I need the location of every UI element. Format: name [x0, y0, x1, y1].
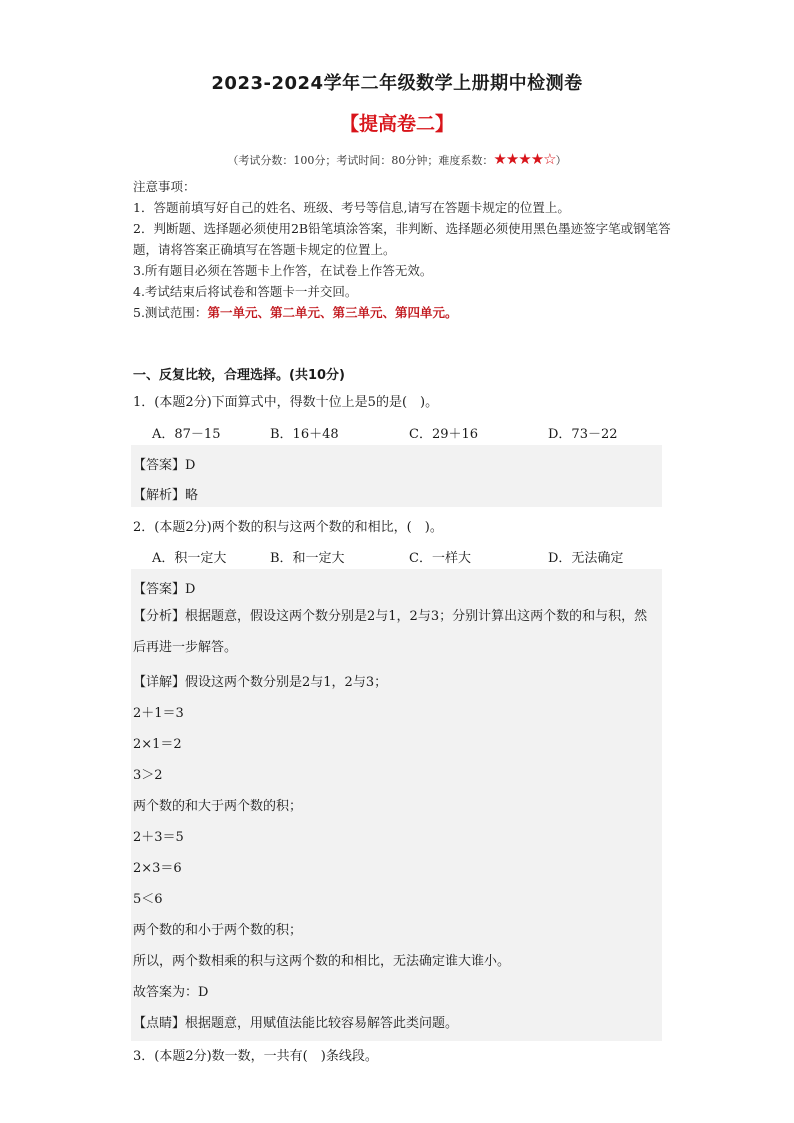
detail-line: 故答案为：D — [133, 985, 209, 1000]
detail-line: 2×3＝6 — [133, 861, 182, 876]
detail-line: 【点睛】根据题意，用赋值法能比较容易解答此类问题。 — [133, 1016, 459, 1031]
detail-line: 所以，两个数相乘的积与这两个数的和相比，无法确定谁大谁小。 — [133, 954, 511, 969]
notes-item: 1．答题前填写好自己的姓名、班级、考号等信息,请写在答题卡规定的位置上。 — [133, 200, 570, 215]
detail-line: 两个数的和大于两个数的积； — [133, 799, 303, 814]
meta-suffix: ） — [555, 154, 567, 167]
detail-line: 2×1＝2 — [133, 737, 182, 752]
option-b: B．和一定大 — [270, 551, 345, 566]
question-1-answer-block — [131, 445, 662, 507]
notes-scope — [133, 302, 673, 323]
answer-text: 【答案】D — [133, 582, 196, 597]
question-3-stem: 3．(本题2分)数一数，一共有( )条线段。 — [133, 1049, 378, 1064]
question-1-stem: 1．(本题2分)下面算式中，得数十位上是5的是( )。 — [133, 395, 439, 410]
notes-item: 3.所有题目必须在答题卡上作答，在试卷上作答无效。 — [133, 263, 433, 278]
option-a: A．积一定大 — [152, 551, 227, 566]
scope-value: 第一单元、第二单元、第三单元、第四单元。 — [207, 305, 458, 320]
section-title: 一、反复比较，合理选择。(共10分) — [133, 368, 345, 383]
option-b: B．16＋48 — [270, 427, 339, 442]
notes-item: 2．判断题、选择题必须使用2B铅笔填涂答案，非判断、选择题必须使用黑色墨迹签字笔或钢笔答题，请将答案正确填写在答题卡规定的位置上。 — [133, 221, 671, 257]
notes-item: 4.考试结束后将试卷和答题卡一并交回。 — [133, 284, 358, 299]
notes-heading: 注意事项： — [133, 179, 196, 194]
option-d: D．73－22 — [548, 427, 618, 442]
meta-prefix: （考试分数：100分；考试时间：80分钟；难度系数： — [227, 154, 494, 167]
option-c: C．一样大 — [409, 551, 471, 566]
question-2-answer-block — [131, 569, 662, 1041]
exam-subtitle: 【提高卷二】 — [339, 113, 454, 135]
detail-line: 3＞2 — [133, 768, 163, 783]
question-2-stem: 2．(本题2分)两个数的积与这两个数的和相比，( )。 — [133, 520, 443, 535]
option-a: A．87－15 — [152, 427, 221, 442]
option-c: C．29＋16 — [409, 427, 479, 442]
answer-text: 【答案】D — [133, 458, 196, 473]
detail-line: 2＋3＝5 — [133, 830, 184, 845]
detail-line: 两个数的和小于两个数的积； — [133, 923, 303, 938]
option-d: D．无法确定 — [548, 551, 624, 566]
exam-meta — [0, 150, 794, 168]
analysis-text: 【分析】根据题意，假设这两个数分别是2与1，2与3；分别计算出这两个数的和与积，然后再进一步解答。 — [133, 609, 648, 655]
analysis-text: 【解析】略 — [133, 488, 199, 503]
detail-line: 2＋1＝3 — [133, 706, 184, 721]
star-filled-icon: ★★★★ — [493, 150, 544, 168]
difficulty-stars — [493, 150, 555, 168]
notes-section — [133, 176, 673, 323]
detail-line: 5＜6 — [133, 892, 163, 907]
detail-line: 【详解】假设这两个数分别是2与1，2与3； — [133, 675, 388, 690]
exam-title: 2023-2024学年二年级数学上册期中检测卷 — [211, 73, 583, 94]
scope-label: 5.测试范围： — [133, 305, 208, 320]
star-empty-icon: ☆ — [543, 150, 556, 168]
